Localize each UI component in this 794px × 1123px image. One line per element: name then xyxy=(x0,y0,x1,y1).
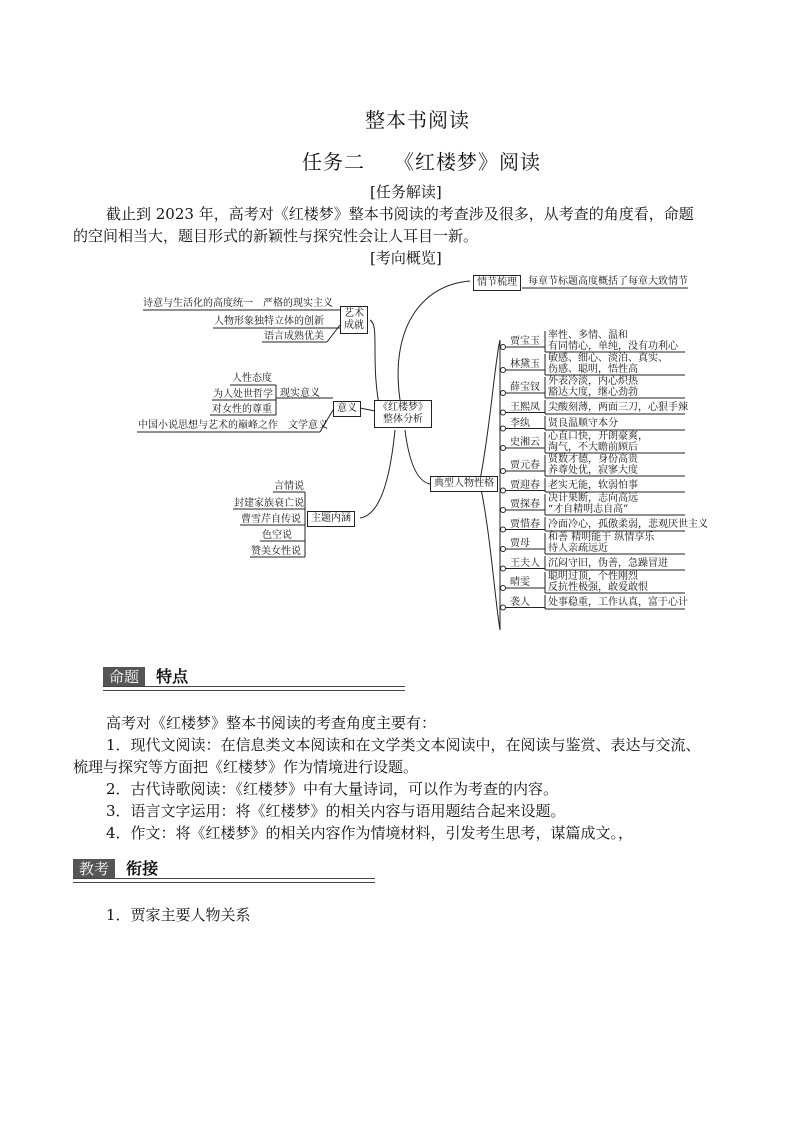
character-trait: 敏感、细心、淡泊、真实、 xyxy=(548,353,668,364)
overview-label: [考向概览] xyxy=(370,249,442,267)
art-label-2: 成就 xyxy=(344,320,364,331)
art-item-1: 诗意与生活化的高度统一 严格的现实主义 xyxy=(143,298,333,309)
meaning-item-1: 人性态度 xyxy=(232,373,272,384)
meaning-item-2: 为人处世哲学 xyxy=(213,389,273,400)
character-node-dot xyxy=(501,446,506,451)
section1-item2: 2．古代诗歌阅读：《红楼梦》中有大量诗词，可以作为考查的内容。 xyxy=(106,780,559,798)
character-trait: 冷面冷心，孤傲柔弱，悲观厌世主义 xyxy=(548,518,708,530)
section-word: 衔接 xyxy=(126,859,159,878)
character-name: 贾母 xyxy=(510,538,530,549)
character-name: 贾元春 xyxy=(510,460,540,471)
section-tag: 教考 xyxy=(73,859,115,879)
meaning-sub-label: 现实意义 xyxy=(280,388,320,399)
art-label-1: 艺术 xyxy=(344,308,364,319)
center-node xyxy=(374,400,432,428)
character-node-dot xyxy=(501,586,506,591)
section1-item1-line2: 梳理与探究等方面把《红楼梦》作为情境进行设题。 xyxy=(73,758,419,776)
meaning-node: 意义 xyxy=(333,401,361,417)
theme-item-2: 封建家族衰亡说 xyxy=(234,498,304,509)
character-node-dot xyxy=(501,410,506,415)
character-node-dot xyxy=(501,426,506,431)
intro-line-1: 截止到 2023 年，高考对《红楼梦》整本书阅读的考查涉及很多，从考查的角度看，命题 xyxy=(106,205,694,223)
art-node xyxy=(340,306,368,334)
character-name: 贾宝玉 xyxy=(510,336,540,347)
character-name: 晴雯 xyxy=(510,577,530,588)
character-trait: 尖酸刻薄，两面三刀，心狠手辣 xyxy=(548,401,688,413)
section-rule xyxy=(103,686,405,691)
character-trait: 伤感、聪明，悟性高 xyxy=(548,364,638,375)
character-trait: 心直口快，开朗豪爽， xyxy=(548,431,648,442)
character-trait: 决计果断，志向高远 xyxy=(548,493,638,504)
theme-item-3: 曹雪芹自传说 xyxy=(241,514,301,525)
character-name: 薛宝钗 xyxy=(510,382,540,393)
character-name: 王熙凤 xyxy=(510,401,540,413)
character-node-dot xyxy=(501,508,506,513)
character-trait: 外表冷淡，内心炽热 xyxy=(548,376,638,387)
theme-item-1: 言情说 xyxy=(274,481,304,492)
section1-lead: 高考对《红楼梦》整本书阅读的考查角度主要有： xyxy=(106,714,437,732)
character-node-dot xyxy=(501,391,506,396)
character-trait: 聪明过顶，个性刚烈 xyxy=(548,571,638,582)
character-node-dot xyxy=(501,547,506,552)
character-trait: 处事稳重，工作认真，富于心计 xyxy=(548,596,688,608)
meaning-literary: 中国小说思想与艺术的巅峰之作 文学意义 xyxy=(138,420,328,431)
art-item-2: 人物形象独特立体的创新 xyxy=(214,316,324,327)
character-trait: “才自精明志自高” xyxy=(548,504,629,515)
character-trait: 待人亲疏远近 xyxy=(548,543,608,554)
character-trait: 反抗性极强，敢爱敢恨 xyxy=(548,582,648,593)
character-name: 贾探春 xyxy=(510,499,540,510)
character-name: 王夫人 xyxy=(510,557,540,569)
theme-item-4: 色空说 xyxy=(262,530,292,541)
character-name: 袭人 xyxy=(510,596,530,608)
character-node-dot xyxy=(501,469,506,474)
character-trait: 贤良温顺守本分 xyxy=(548,417,618,429)
plot-node: 情节梳理 xyxy=(473,275,521,291)
plot-text: 每章节标题高度概括了每章大致情节 xyxy=(528,276,688,287)
character-trait: 养尊处优，寂寥大度 xyxy=(548,465,638,476)
character-name: 林黛玉 xyxy=(510,359,540,370)
intro-line-2: 的空间相当大，题目形式的新颖性与探究性会让人耳目一新。 xyxy=(73,227,479,245)
page-title: 整本书阅读 xyxy=(365,108,470,132)
task-subtitle: 《红楼梦》阅读 xyxy=(394,150,541,174)
section-header-proposition xyxy=(103,664,188,687)
character-node-dot xyxy=(501,605,506,610)
section1-item4: 4．作文：将《红楼梦》的相关内容作为情境材料，引发考生思考，谋篇成文。， xyxy=(106,824,634,842)
character-trait: 和善 精明能干 纵情享乐 xyxy=(548,532,655,543)
character-trait: 老实无能，软弱怕事 xyxy=(548,479,638,491)
characters-node: 典型人物性格 xyxy=(430,476,498,492)
character-node-dot xyxy=(501,345,506,350)
section-header-connection xyxy=(73,856,158,879)
character-node-dot xyxy=(501,368,506,373)
section-word: 特点 xyxy=(156,667,189,686)
section-rule xyxy=(73,878,375,883)
center-line-1: 《红楼梦》 xyxy=(378,402,428,413)
section2-item1: 1．贾家主要人物关系 xyxy=(106,906,251,924)
theme-node: 主题内涵 xyxy=(307,511,355,527)
section1-item1-line1: 1．现代文阅读：在信息类文本阅读和在文学类文本阅读中，在阅读与鉴赏、表达与交流、 xyxy=(106,736,701,754)
character-node-dot xyxy=(501,527,506,532)
meaning-item-3: 对女性的尊重 xyxy=(212,404,272,415)
theme-item-5: 赞美女性说 xyxy=(251,546,301,557)
character-trait: 有同情心，单纯，没有功利心 xyxy=(548,341,678,352)
character-name: 史湘云 xyxy=(510,437,540,448)
character-trait: 沉闷守旧，伪善，急躁冒进 xyxy=(548,557,668,569)
task-title: 任务二 xyxy=(302,150,365,174)
task-interpret-label: [任务解读] xyxy=(370,183,442,201)
center-line-2: 整体分析 xyxy=(383,414,423,425)
art-item-3: 语言成熟优美 xyxy=(264,331,324,342)
character-node-dot xyxy=(501,566,506,571)
character-node-dot xyxy=(501,488,506,493)
section-tag: 命题 xyxy=(103,667,145,687)
character-trait: 豁达大度，继心劲勃 xyxy=(548,387,638,398)
character-name: 李纨 xyxy=(510,417,530,429)
character-trait: 率性、多情、温和 xyxy=(548,330,628,341)
character-name: 贾惜春 xyxy=(510,518,540,530)
section1-item3: 3．语言文字运用：将《红楼梦》的相关内容与语用题结合起来设题。 xyxy=(106,802,566,820)
character-trait: 贤数才德，身份高贵 xyxy=(548,454,638,465)
character-trait: 淘气，不大瞻前顾后 xyxy=(548,442,638,453)
character-name: 贾迎春 xyxy=(510,479,540,491)
